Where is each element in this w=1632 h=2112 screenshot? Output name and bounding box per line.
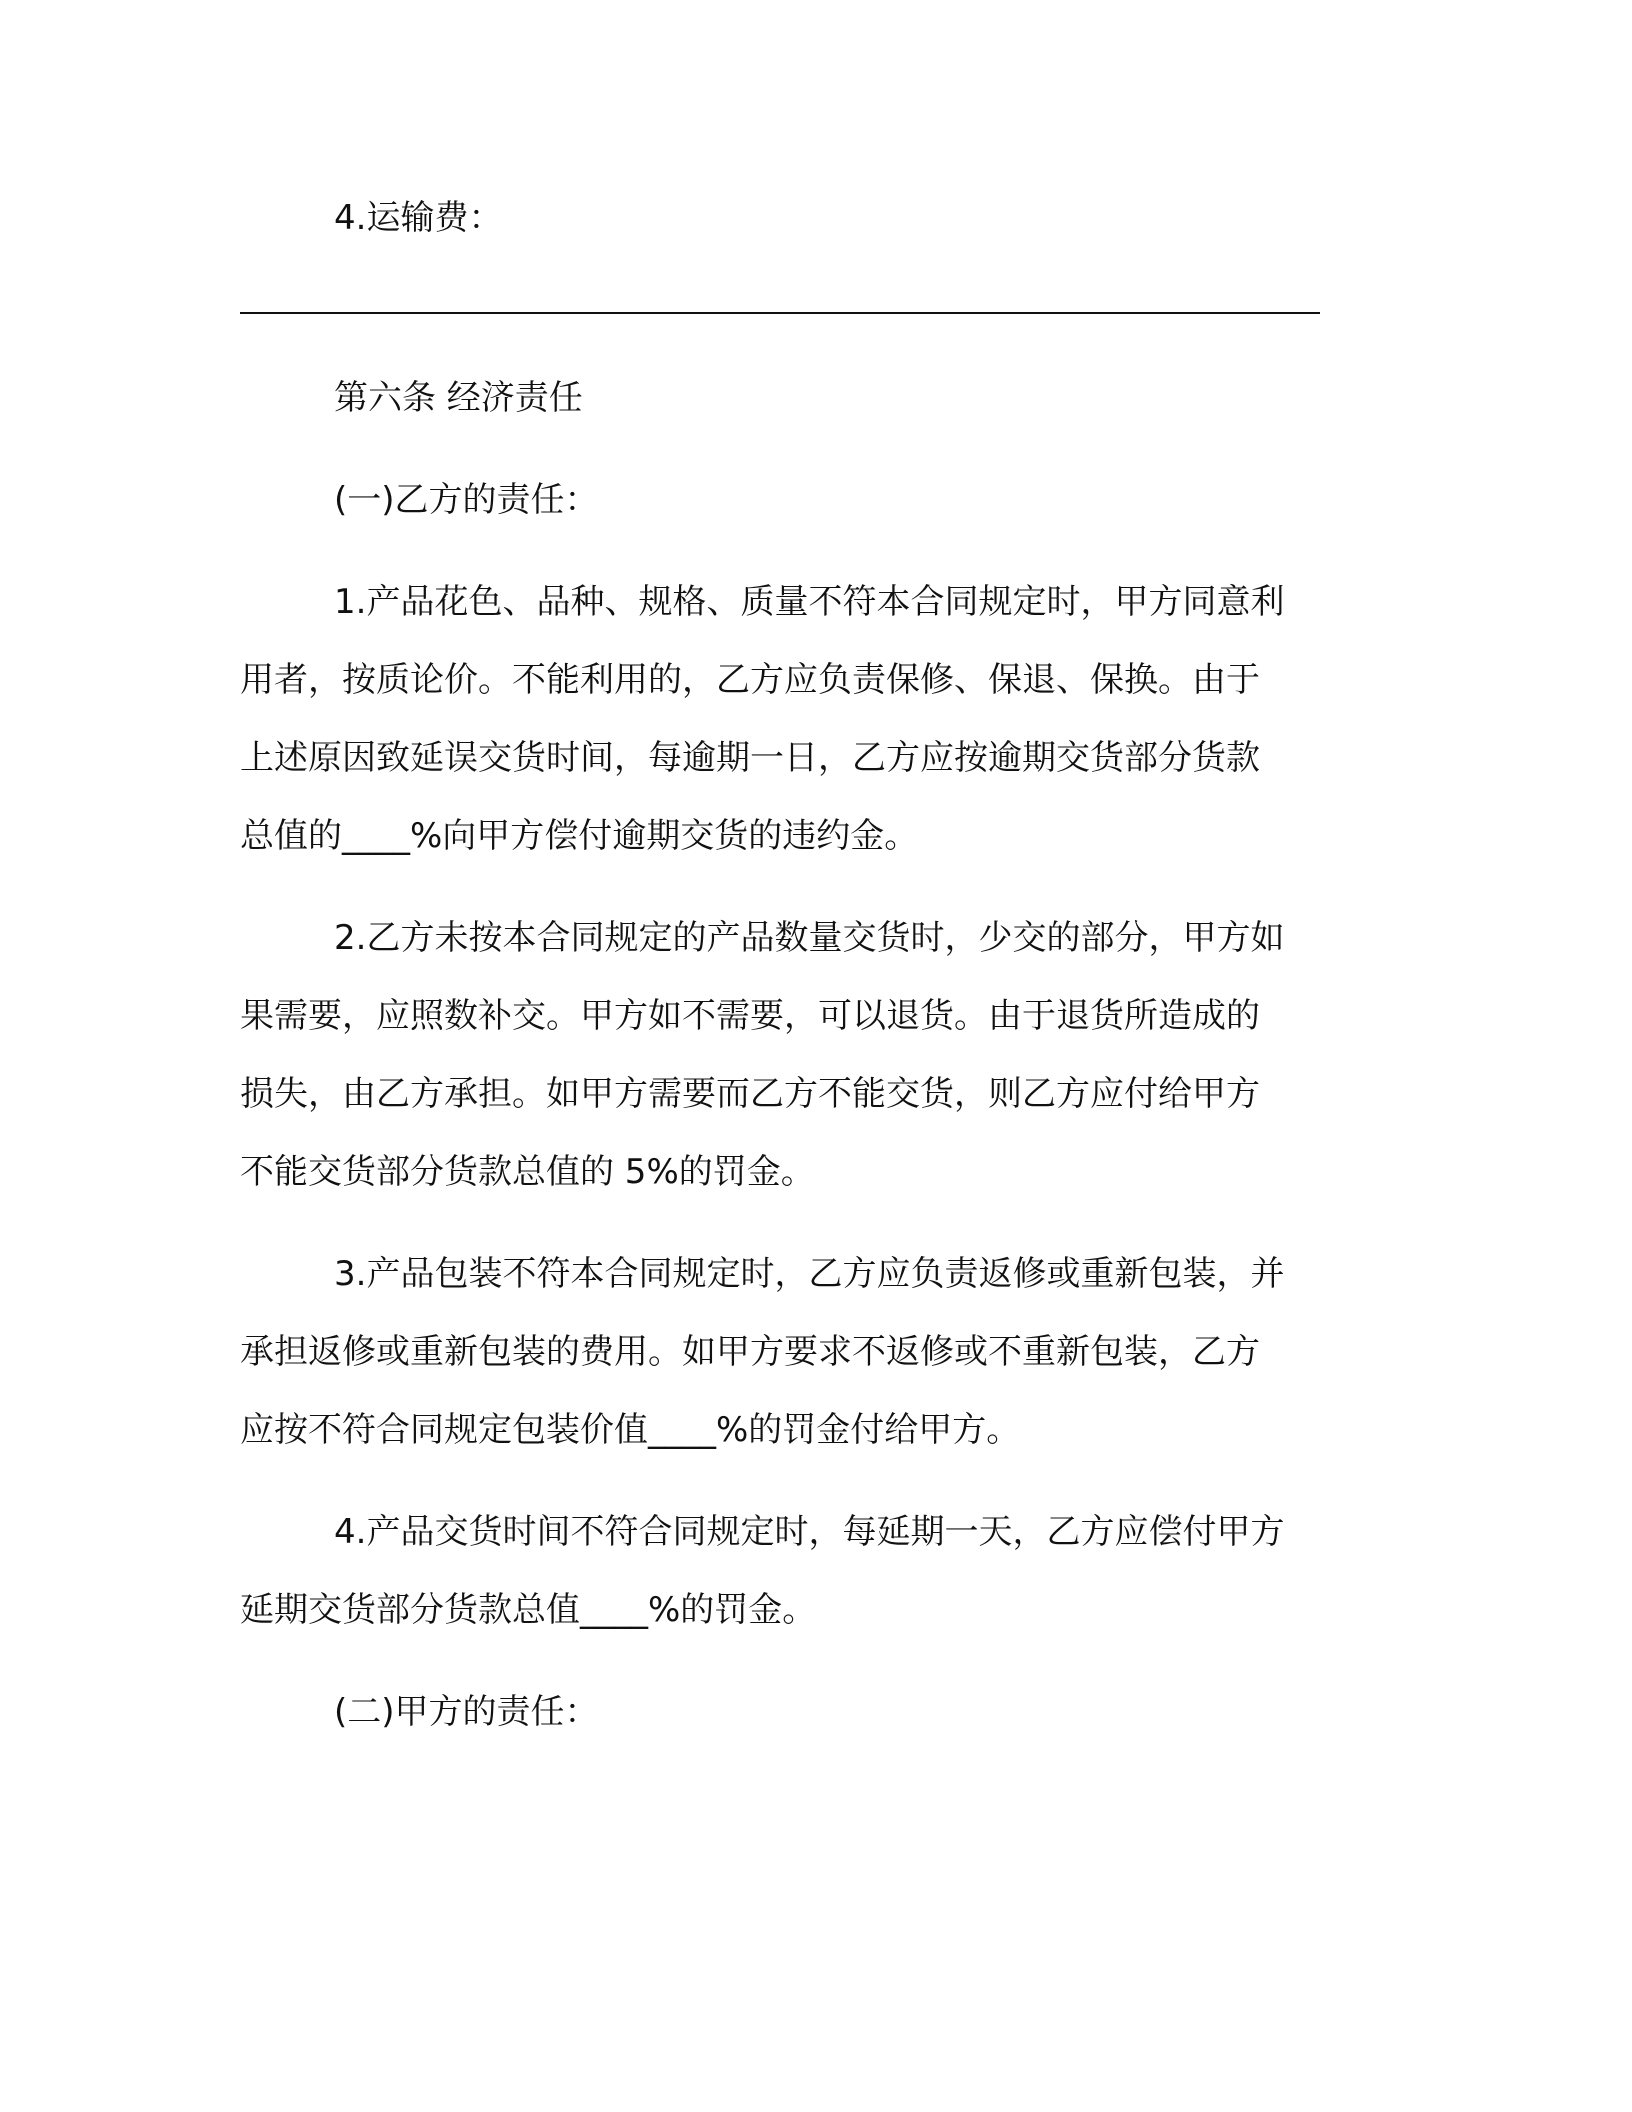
clause-1-line-1: 1.产品花色、品种、规格、质量不符本合同规定时，甲方同意利 (334, 582, 1285, 622)
clause-2-line-2: 果需要，应照数补交。甲方如不需要，可以退货。由于退货所造成的 (240, 996, 1260, 1036)
fill-in-blank-line (240, 312, 1320, 314)
section-buyer-title: (二)甲方的责任： (334, 1692, 599, 1732)
clause-3-line-2: 承担返修或重新包装的费用。如甲方要求不返修或不重新包装，乙方 (240, 1332, 1260, 1372)
section-seller-title: (一)乙方的责任： (334, 480, 599, 520)
clause-1-line-2: 用者，按质论价。不能利用的，乙方应负责保修、保退、保换。由于 (240, 660, 1260, 700)
transport-fee-label: 4.运输费： (334, 198, 503, 238)
clause-3-line-3: 应按不符合同规定包装价值____%的罚金付给甲方。 (240, 1410, 1021, 1450)
clause-1-line-3: 上述原因致延误交货时间，每逾期一日，乙方应按逾期交货部分货款 (240, 738, 1260, 778)
clause-1-line-4: 总值的____%向甲方偿付逾期交货的违约金。 (240, 816, 919, 856)
clause-2-line-1: 2.乙方未按本合同规定的产品数量交货时，少交的部分，甲方如 (334, 918, 1285, 958)
clause-2-line-4: 不能交货部分货款总值的 5%的罚金。 (240, 1152, 815, 1192)
clause-4-line-1: 4.产品交货时间不符合同规定时，每延期一天，乙方应偿付甲方 (334, 1512, 1285, 1552)
clause-4-line-2: 延期交货部分货款总值____%的罚金。 (240, 1590, 817, 1630)
clause-3-line-1: 3.产品包装不符本合同规定时，乙方应负责返修或重新包装，并 (334, 1254, 1285, 1294)
article-title: 第六条 经济责任 (334, 378, 583, 418)
clause-2-line-3: 损失，由乙方承担。如甲方需要而乙方不能交货，则乙方应付给甲方 (240, 1074, 1260, 1114)
